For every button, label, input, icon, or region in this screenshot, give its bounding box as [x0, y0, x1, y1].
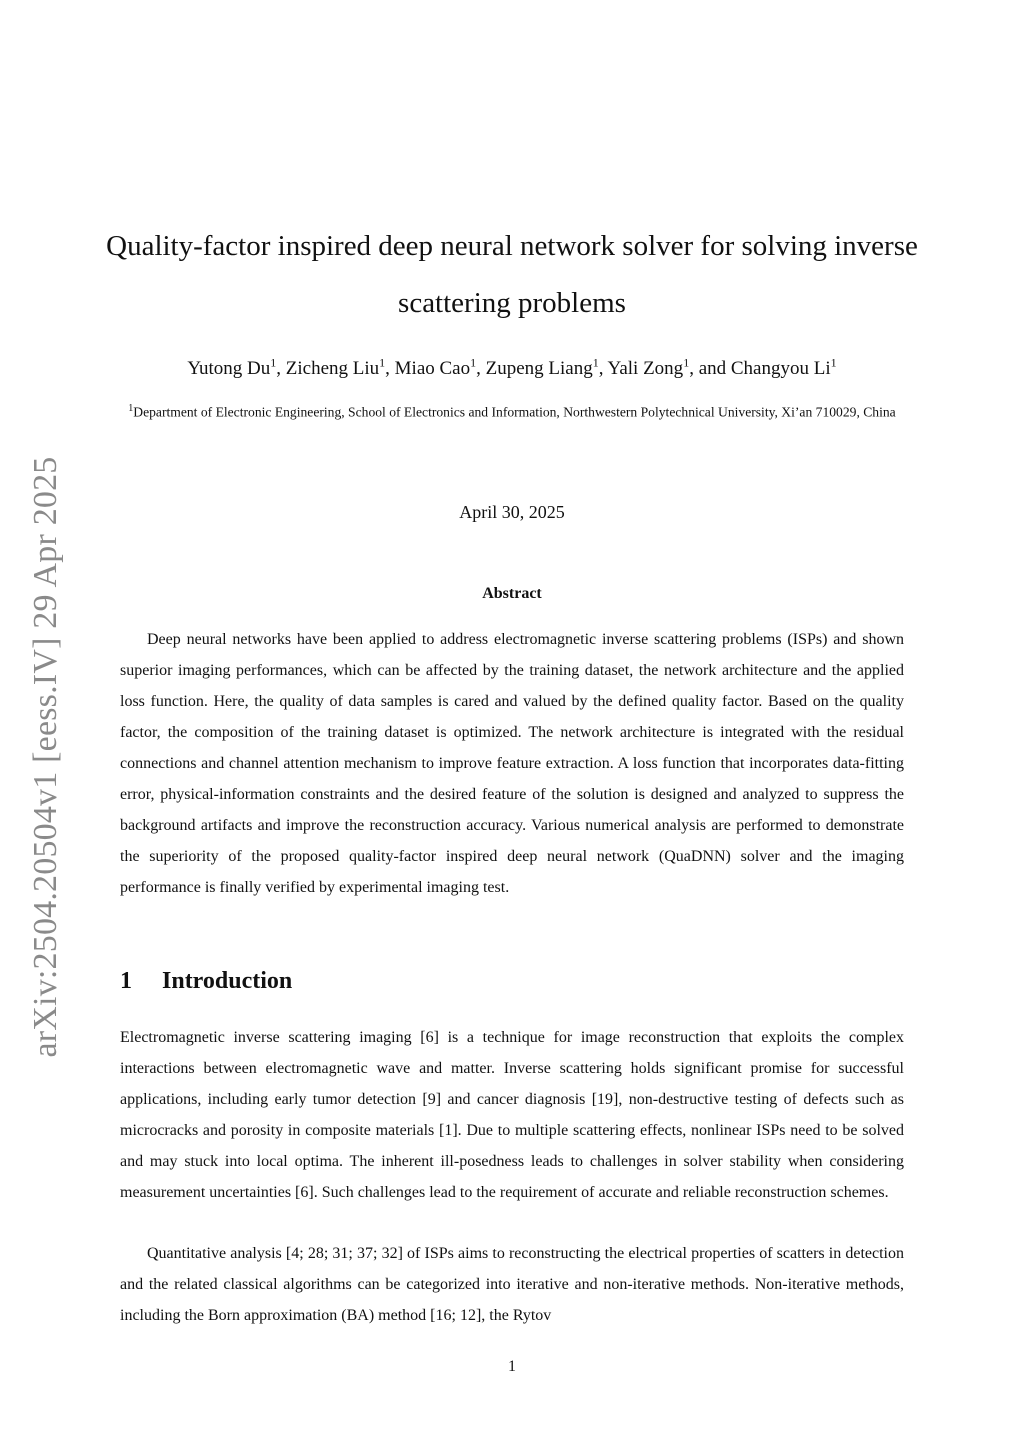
body-paragraph: Electromagnetic inverse scattering imaging [6] is a technique for image reconstruction that exploits the complex interactions between electromagnetic wave and matter. Inverse scattering holds significant promise for successful applications, including early tumor detection [9] and cancer diagnosis [19], non-destructive testing of defects such as microcracks and porosity in composite materials [1]. Due to multiple scattering effects, nonlinear ISPs need to be solved and may stuck into local optima. The inherent ill-posedness leads to challenges in solver stability when considering measurement uncertainties [6]. Such challenges lead to the requirement of accurate and reliable reconstruction schemes. [120, 1029, 904, 1201]
affiliation-marker: 1 [683, 356, 690, 370]
affiliation-marker: 1 [830, 356, 837, 370]
publication-date: April 30, 2025 [459, 502, 565, 522]
author: Changyou Li$^1$ [730, 356, 837, 380]
body-paragraph: Quantitative analysis [4; 28; 31; 37; 32] of ISPs aims to reconstructing the electrical properties of scatters in detection and the related classical algorithms can be categorized into iterative and non-iterative methods. Non-iterative methods, including the Born approximation (BA) method [16; 12], the Rytov [120, 1245, 904, 1324]
affiliation [80, 396, 944, 425]
author: Zicheng Liu$^1$, [285, 356, 395, 380]
abstract-body: Deep neural networks have been applied to address electromagnetic inverse scattering problems (ISPs) and shown superior imaging performances, which can be affected by the training dataset, the network architecture and the applied loss function. Here, the quality of data samples is cared and valued by the defined quality factor. Based on the quality factor, the composition of the training dataset is optimized. The network architecture is integrated with the residual connections and channel attention mechanism to improve feature extraction. A loss function that incorporates data-fitting error, physical-information constraints and the desired feature of the solution is designed and analyzed to suppress the background artifacts and improve the reconstruction accuracy. Various numerical analysis are performed to demonstrate the superiority of the proposed quality-factor inspired deep neural network (QuaDNN) solver and the imaging performance is finally verified by experimental imaging test. [120, 631, 904, 896]
arxiv-identifier: arXiv:2504.20504v1 [eess.IV] 29 Apr 2025 [27, 456, 64, 1058]
author: Yutong Du$^1$, [187, 356, 286, 380]
page-number: 1 [508, 1358, 516, 1375]
author-list [96, 349, 928, 383]
affiliation-marker: 1 [379, 356, 386, 370]
abstract-heading: Abstract [482, 585, 542, 602]
affiliation-marker: 1 [470, 356, 477, 370]
section-heading [120, 968, 904, 995]
author: Miao Cao$^1$, [394, 356, 486, 380]
affiliation-text: Department of Electronic Engineering, School of Electronics and Information, Northwestern Polytechnical University, Xi’an 710029, China [133, 404, 896, 420]
affiliation-marker: 1 [592, 356, 599, 370]
affiliation-marker: 1 [128, 403, 134, 414]
author: Zupeng Liang$^1$, [485, 356, 608, 380]
author: Yali Zong$^1$, and [607, 356, 731, 380]
section-title: Introduction [162, 968, 293, 994]
paper-title: Quality-factor inspired deep neural network solver for solving inverse scattering problems [106, 230, 918, 319]
affiliation-marker: 1 [270, 356, 277, 370]
section-number: 1 [120, 968, 132, 994]
